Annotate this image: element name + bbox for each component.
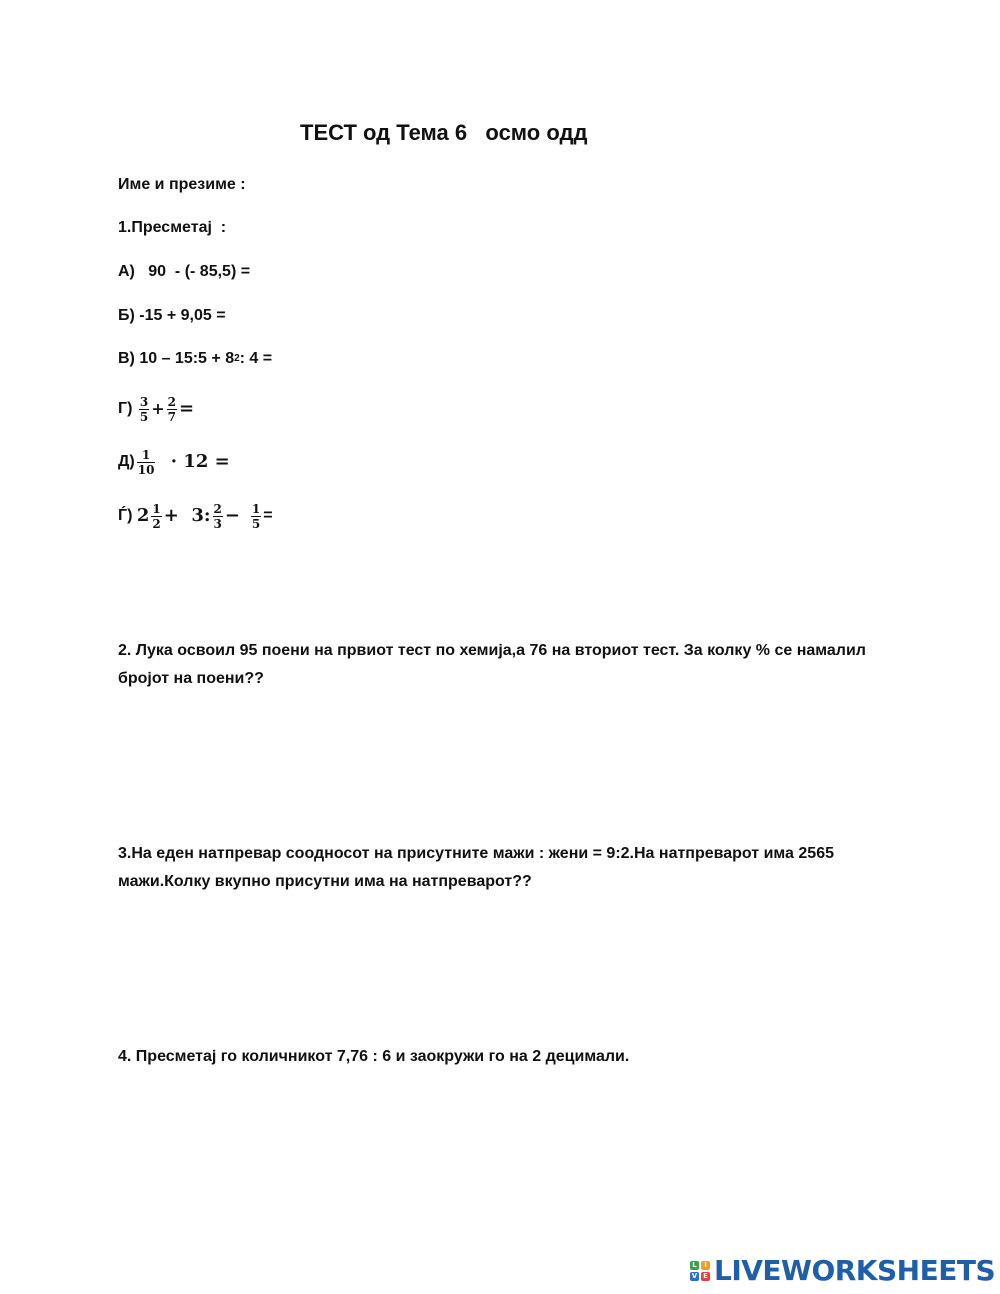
question-1b-label: Б) [118,307,135,324]
question-1v-expression-end: : 4 = [239,350,273,367]
question-2-text: 2. Лука освоил 95 поени на првиот тест по хемија,а 76 на вториот тест. За колку % се намалил бројот на поени?? [118,642,866,687]
logo-mark-v: V [691,1271,698,1280]
question-1v-expression-start: 10 – 15:5 + 8 [139,350,235,367]
logo-mark-l: L [690,1261,699,1270]
fraction-denominator: 3 [213,516,222,531]
question-4-text: 4. Пресметај го количникот 7,76 : 6 и заокружи го на 2 децимали. [118,1048,630,1065]
liveworksheets-logo [690,1254,995,1287]
fraction-1-10 [137,448,156,477]
question-1gj-label: Ѓ) [118,507,133,524]
question-1a-expression: 90 - (- 85,5) = [148,263,251,280]
fraction-1-5 [251,502,261,531]
question-1b-expression: -15 + 9,05 = [139,307,226,324]
logo-mark-icon [690,1261,710,1281]
equals-sign: = [263,507,273,524]
logo-mark-i: I [701,1261,710,1270]
question-1b [118,306,226,326]
question-1d [118,444,230,480]
fraction-numerator: 2 [213,501,222,516]
fraction-numerator: 3 [139,394,149,409]
fraction-1-2 [151,502,161,531]
question-1gj [118,498,273,534]
fraction-numerator: 1 [152,501,161,516]
question-1d-label: Д) [118,453,135,470]
plus-sign: + [151,399,165,418]
fraction-numerator: 1 [251,501,261,516]
logo-mark-e: E [701,1272,710,1281]
fraction-2-7 [167,395,177,424]
fraction-denominator: 7 [167,409,176,424]
whole-number: 2 [136,505,150,526]
page-title: ТЕСТ од Тема 6 осмо одд [300,120,588,145]
question-1g [118,392,194,426]
question-1v-label: В) [118,350,135,367]
question-1v: В) 10 – 15:5 + 8 2 : 4 = [118,350,273,367]
fraction-2-3 [213,502,223,531]
equals-sign: = [178,398,195,419]
fraction-3-5 [139,395,149,424]
question-1gj-middle: + 3: [163,505,211,526]
question-1d-expression: · 12 = [170,451,230,472]
fraction-numerator: 2 [167,394,176,409]
question-1a [118,262,250,282]
fraction-numerator: 1 [141,447,151,462]
fraction-denominator: 5 [251,516,261,531]
question-3-text: 3.На еден натпревар соодносот на присутните мажи : жени = 9:2.На натпреварот има 2565 мажи.Колку вкупно присутни има на натпреварот?? [118,845,834,890]
question-1g-label: Г) [118,400,133,417]
logo-text: LIVEWORKSHEETS [714,1254,996,1287]
question-1a-label: А) [118,263,135,280]
minus-sign: − [224,505,240,526]
fraction-denominator: 2 [152,516,161,531]
question-1-heading: 1.Пресметај : [118,219,227,236]
fraction-denominator: 10 [137,462,155,477]
fraction-denominator: 5 [139,409,149,424]
name-label: Име и презиме : [118,176,246,193]
